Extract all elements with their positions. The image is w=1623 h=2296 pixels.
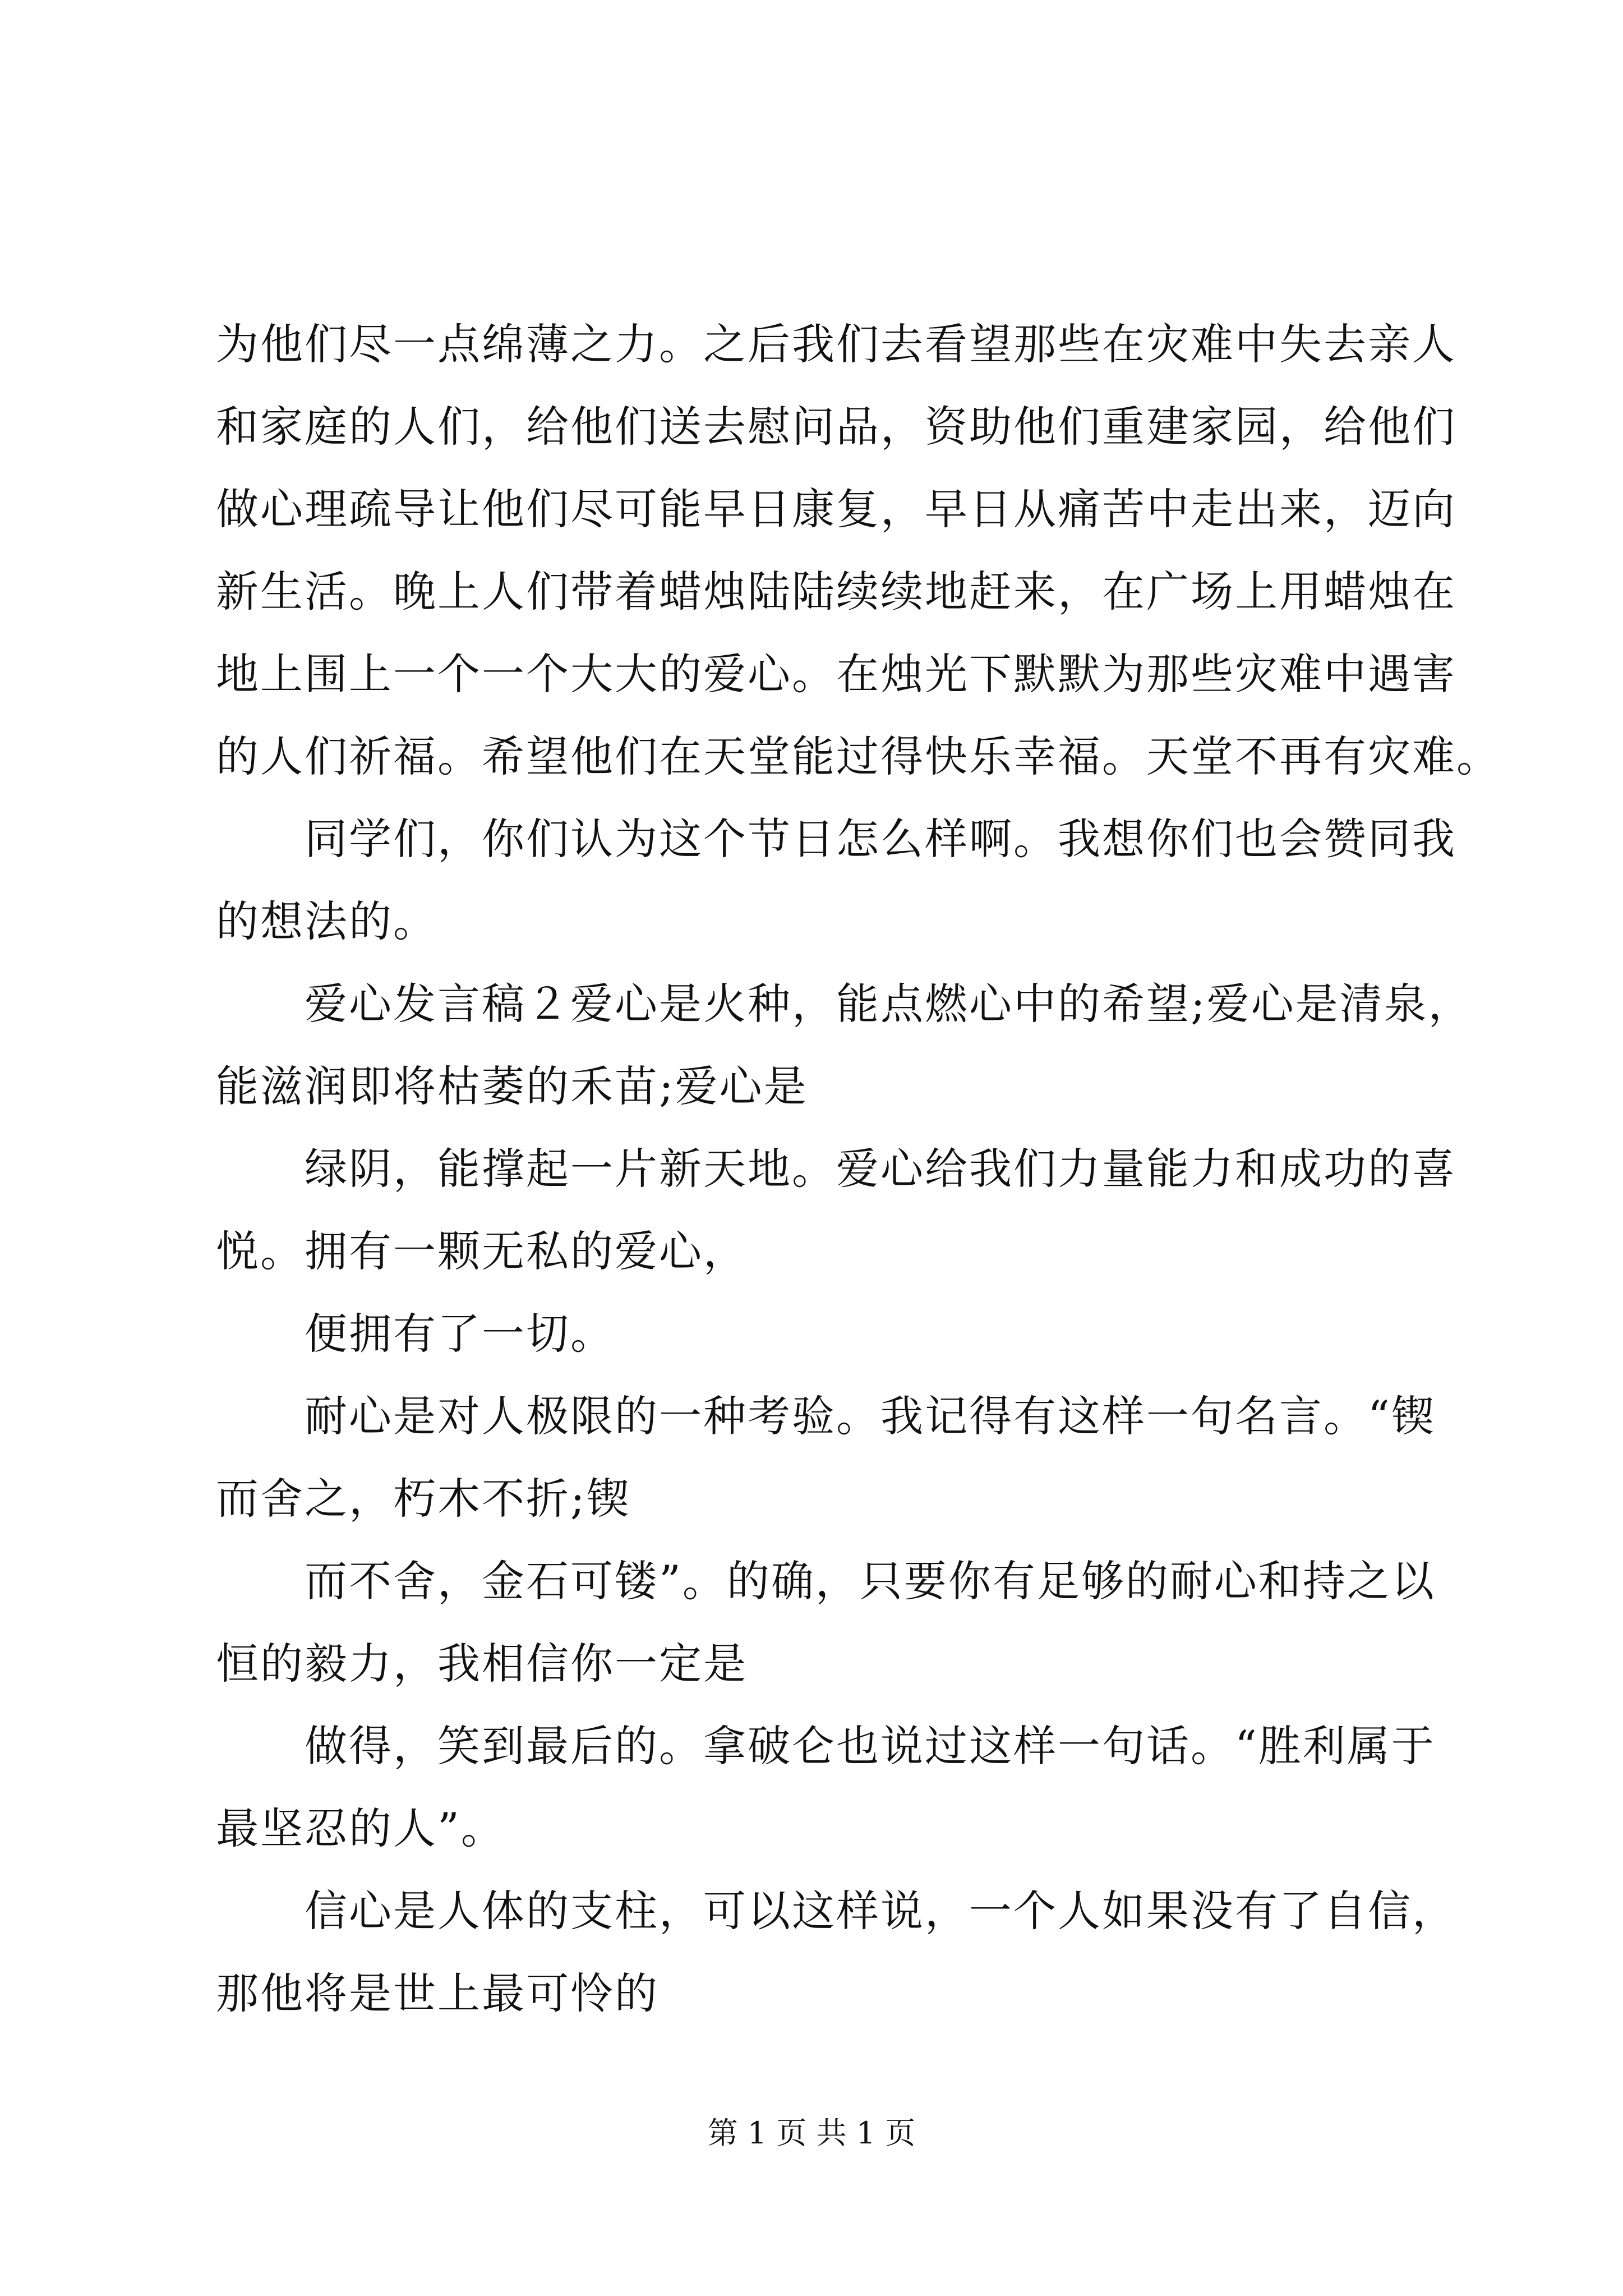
text-line: 最坚忍的人”。 xyxy=(216,1803,505,1853)
page-footer xyxy=(0,2114,1623,2153)
text-line: 信心是人体的支柱，可以这样说，一个人如果没有了自信， xyxy=(216,1886,1456,1936)
text-line: 地上围上一个一个大大的爱心。在烛光下默默为那些灾难中遇害 xyxy=(216,649,1456,699)
text-line: 的想法的。 xyxy=(216,896,437,946)
text-line: 便拥有了一切。 xyxy=(216,1309,615,1359)
text-line: 为他们尽一点绵薄之力。之后我们去看望那些在灾难中失去亲人 xyxy=(216,319,1456,369)
text-line: 做心理疏导让他们尽可能早日康复，早日从痛苦中走出来，迈向 xyxy=(216,484,1456,534)
document-body xyxy=(216,303,1501,2035)
text-line: 悦。拥有一颗无私的爱心， xyxy=(216,1226,748,1276)
text-line: 能滋润即将枯萎的禾苗;爱心是 xyxy=(216,1061,808,1111)
text-line: 同学们，你们认为这个节日怎么样啊。我想你们也会赞同我 xyxy=(216,814,1456,864)
text-line: 的人们祈福。希望他们在天堂能过得快乐幸福。天堂不再有灾难。 xyxy=(216,731,1501,781)
text-line: 新生活。晚上人们带着蜡烛陆陆续续地赶来，在广场上用蜡烛在 xyxy=(216,567,1456,616)
text-line: 而不舍，金石可镂”。的确，只要你有足够的耐心和持之以 xyxy=(216,1556,1436,1606)
text-line: 那他将是世上最可怜的 xyxy=(216,1968,659,2018)
text-line: 做得，笑到最后的。拿破仑也说过这样一句话。“胜利属于 xyxy=(216,1721,1436,1771)
text-line: 耐心是对人极限的一种考验。我记得有这样一句名言。“锲 xyxy=(216,1391,1436,1441)
text-line: 恒的毅力，我相信你一定是 xyxy=(216,1639,748,1688)
text-line: 和家庭的人们，给他们送去慰问品，资助他们重建家园，给他们 xyxy=(216,402,1456,452)
text-line: 爱心发言稿２爱心是火种，能点燃心中的希望;爱心是清泉， xyxy=(216,979,1473,1029)
text-line: 而舍之，朽木不折;锲 xyxy=(216,1474,631,1524)
page-number-label: 第 1 页 共 1 页 xyxy=(707,2115,916,2151)
text-line: 绿阴，能撑起一片新天地。爱心给我们力量能力和成功的喜 xyxy=(216,1144,1456,1194)
